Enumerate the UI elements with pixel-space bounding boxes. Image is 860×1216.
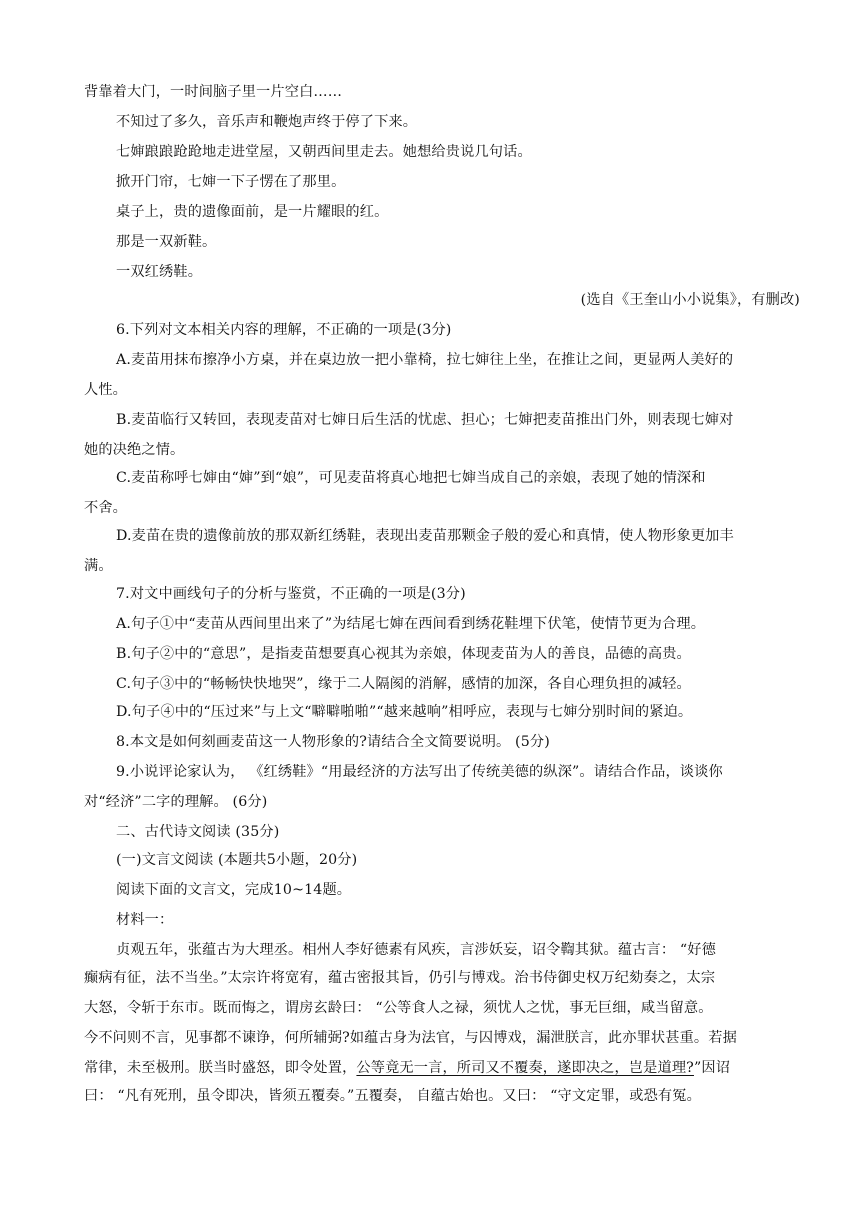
classical-text-line: [84, 1058, 784, 1078]
classical-text-line: 大怒，令斩于东市。既而悔之，谓房玄龄曰： “公等食人之禄，须忧人之忧，事无巨细，咸当留意。: [84, 1000, 713, 1016]
question-6-option-a-cont: 人性。: [84, 382, 128, 398]
story-source: (选自《王奎山小小说集》，有删改): [580, 292, 800, 308]
question-6-option-d: D.麦苗在贵的遗像前放的那双新红绣鞋，表现出麦苗那颗金子般的爱心和真情，使人物形象更加丰: [116, 528, 734, 544]
classical-text-line: 今不问则不言，见事都不谏诤，何所辅弼?如蕴古身为法官，与囚博戏，漏泄朕言，此亦罪状甚重。若据: [84, 1030, 737, 1046]
question-6-option-d-cont: 满。: [84, 558, 113, 574]
story-paragraph: 一双红绣鞋。: [116, 264, 203, 280]
reading-instruction: 阅读下面的文言文，完成10~14题。: [116, 882, 352, 898]
story-paragraph: 七婶踉踉跄跄地走进堂屋，又朝西间里走去。她想给贵说几句话。: [116, 144, 532, 160]
question-7-option-d: D.句子④中的“压过来”与上文“噼噼啪啪”“越来越响”相呼应，表现与七婶分别时间的紧迫。: [116, 704, 693, 720]
story-paragraph: 桌子上，贵的遗像面前，是一片耀眼的红。: [116, 204, 389, 220]
story-paragraph: 那是一双新鞋。: [116, 234, 217, 250]
classical-text-line: 曰： “凡有死刑，虽令即决，皆须五覆奏。”五覆奏， 自蕴古始也。又曰： “守文定罪，或恐有冤。: [84, 1088, 701, 1104]
question-9-cont: 对“经济”二字的理解。 (6分): [84, 794, 268, 810]
story-paragraph: 掀开门帘，七婶一下子愣在了那里。: [116, 174, 346, 190]
question-9: 9.小说评论家认为， 《红绣鞋》“用最经济的方法写出了传统美德的纵深”。请结合作品，谈谈你: [116, 764, 723, 780]
material-label: 材料一：: [116, 912, 174, 928]
subsection-heading: (一)文言文阅读 (本题共5小题，20分): [116, 852, 358, 868]
classical-text-line: 癫病有征，法不当坐。”太宗许将宽宥，蕴古密报其旨，仍引与博戏。治书侍御史权万纪劾奏之，太宗: [84, 970, 716, 986]
story-paragraph: 背靠着大门，一时间脑子里一片空白……: [84, 84, 343, 100]
classical-text-segment: 常律，未至极刑。朕当时盛怒，即令处置，: [84, 1060, 357, 1076]
question-6-option-c-cont: 不舍。: [84, 500, 128, 516]
classical-text-segment: ”因诏: [693, 1060, 731, 1076]
question-7-option-c: C.句子③中的“畅畅快快地哭”，缘于二人隔阂的消解，感情的加深，各自心理负担的减轻。: [116, 676, 691, 692]
section-heading: 二、古代诗文阅读 (35分): [116, 824, 280, 840]
question-6-stem: 6.下列对文本相关内容的理解，不正确的一项是(3分): [116, 322, 452, 338]
question-8: 8.本文是如何刻画麦苗这一人物形象的?请结合全文简要说明。 (5分): [116, 734, 550, 750]
question-6-option-a: A.麦苗用抹布擦净小方桌，并在桌边放一把小靠椅，拉七婶往上坐，在推让之间，更显两人美好的: [116, 352, 734, 368]
classical-text-line: 贞观五年，张蕴古为大理丞。相州人李好德素有风疾，言涉妖妄，诏令鞫其狱。蕴古言： “好德: [116, 942, 716, 958]
story-paragraph: 不知过了多久，音乐声和鞭炮声终于停了下来。: [116, 114, 418, 130]
question-6-option-c: C.麦苗称呼七婶由“婶”到“娘”，可见麦苗将真心地把七婶当成自己的亲娘，表现了她的情深和: [116, 470, 706, 486]
underlined-sentence: 公等竟无一言，所司又不覆奏，遂即决之，岂是道理?: [356, 1060, 694, 1076]
question-7-stem: 7.对文中画线句子的分析与鉴赏，不正确的一项是(3分): [116, 586, 466, 602]
question-6-option-b: B.麦苗临行又转回，表现麦苗对七婶日后生活的忧虑、担心；七婶把麦苗推出门外，则表现七婶对: [116, 412, 734, 428]
question-6-option-b-cont: 她的决绝之情。: [84, 442, 185, 458]
question-7-option-b: B.句子②中的“意思”，是指麦苗想要真心视其为亲娘，体现麦苗为人的善良，品德的高贵。: [116, 646, 691, 662]
question-7-option-a: A.句子①中“麦苗从西间里出来了”为结尾七婶在西间看到绣花鞋埋下伏笔，使情节更为合理。: [116, 616, 706, 632]
